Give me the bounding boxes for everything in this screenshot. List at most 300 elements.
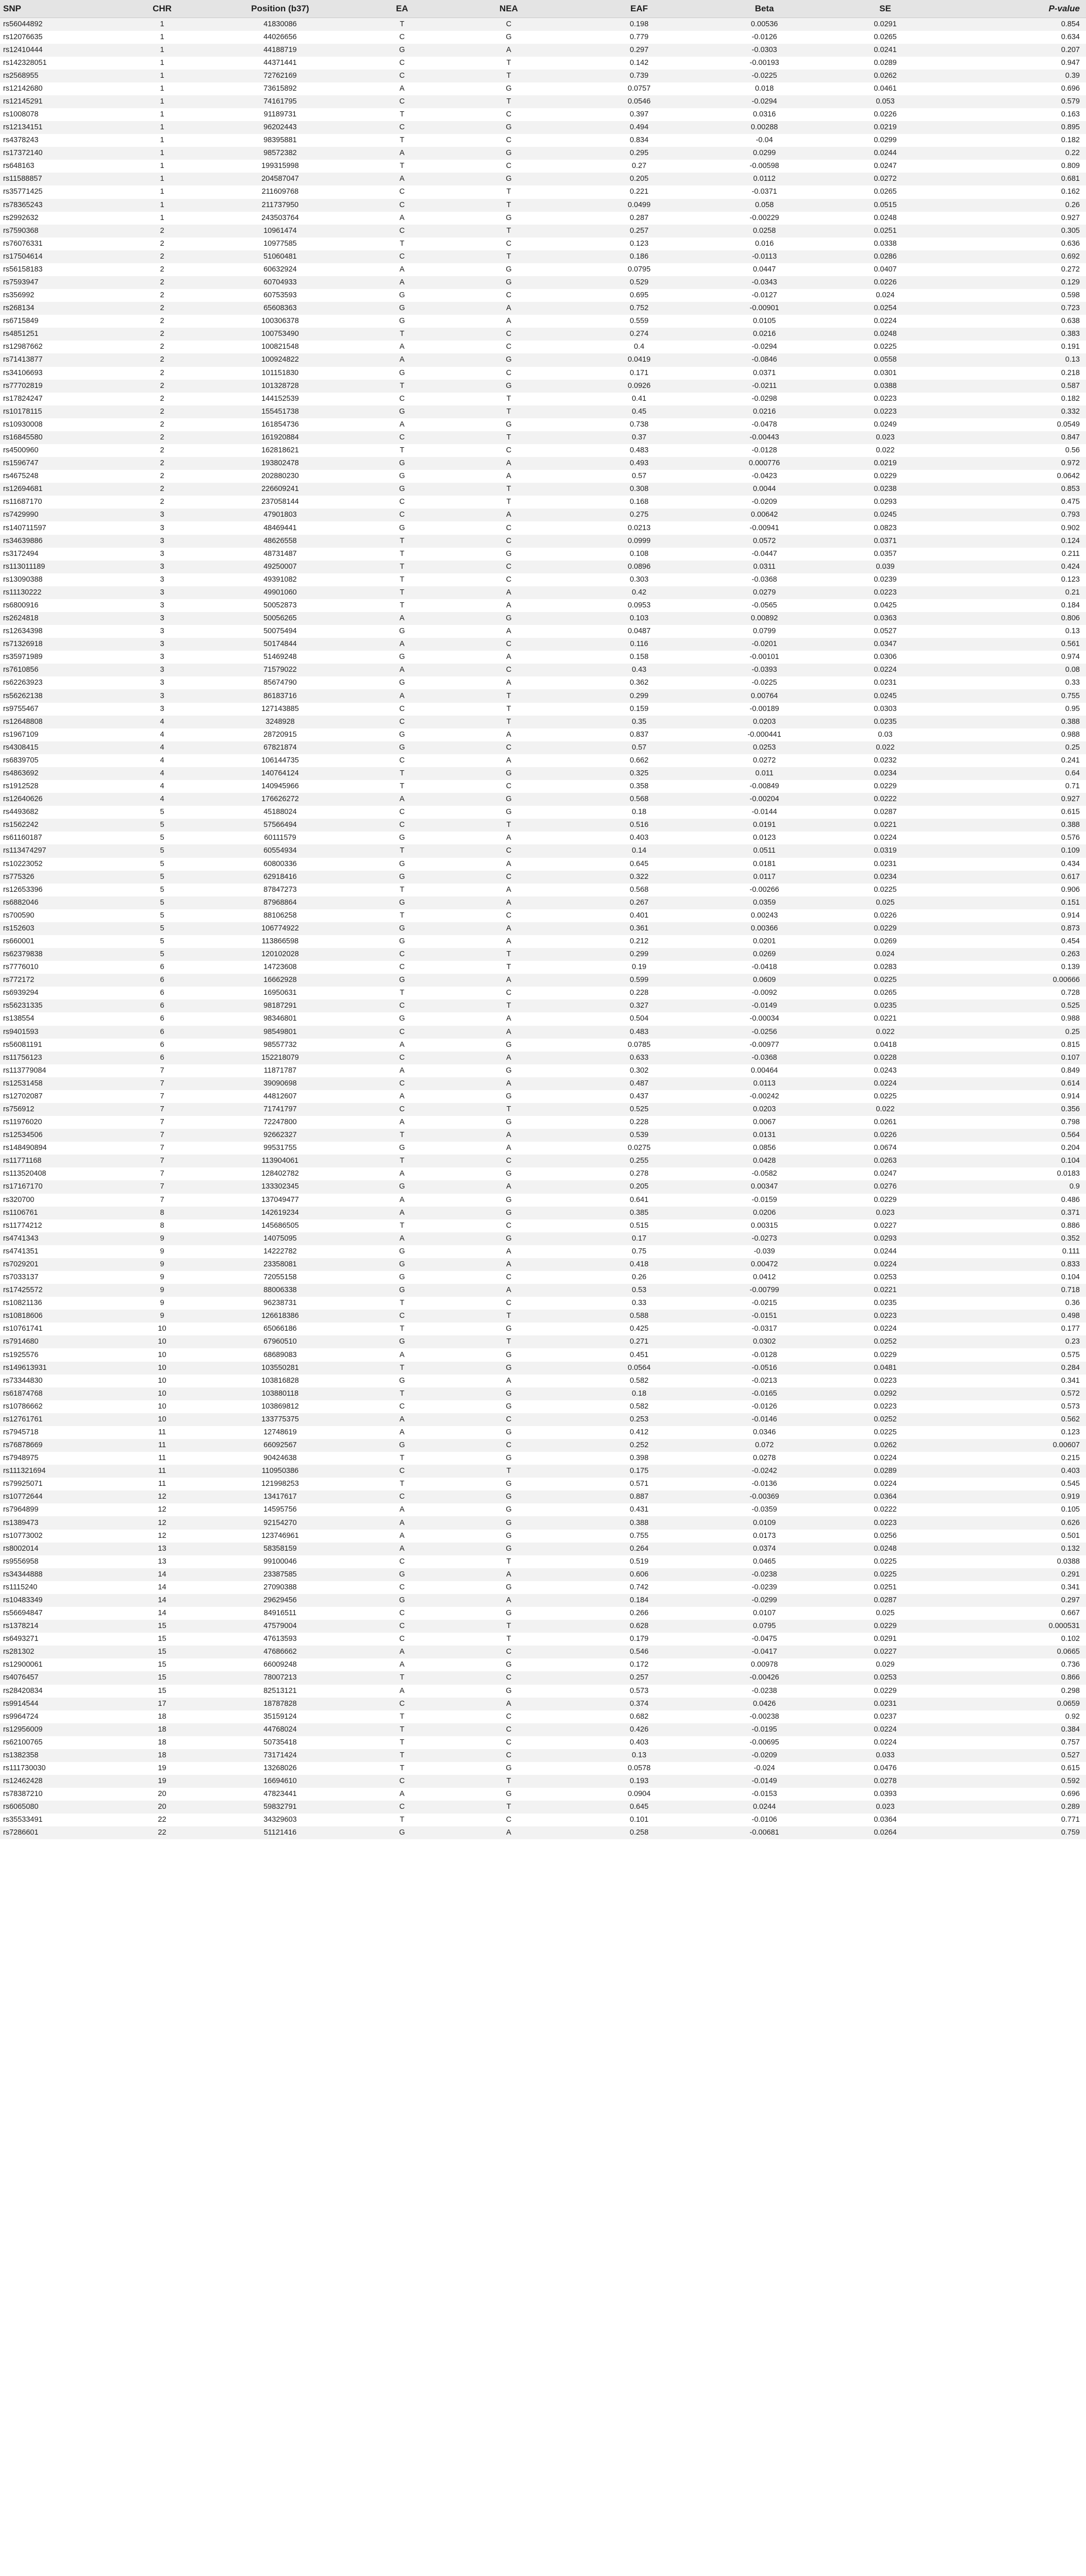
eaf-cell: 0.184: [629, 1596, 649, 1604]
chr-cell: 2: [160, 394, 164, 403]
p-value-cell: 0.163: [1061, 110, 1080, 118]
beta-cell: -0.00799: [749, 1286, 779, 1295]
snp-id-cell: rs56231335: [3, 1002, 43, 1010]
se-cell: 0.0222: [874, 1505, 897, 1514]
table-row: [0, 1671, 1086, 1684]
chr-cell: 5: [160, 911, 164, 920]
ea-cell: A: [399, 1415, 405, 1423]
nea-cell: C: [506, 575, 512, 584]
table-row: [0, 1749, 1086, 1762]
p-value-cell: 0.527: [1061, 1751, 1080, 1759]
table-row: [0, 1530, 1086, 1543]
table-row: [0, 1594, 1086, 1607]
se-cell: 0.0234: [874, 769, 897, 777]
table-row: [0, 1543, 1086, 1555]
nea-cell: C: [506, 1712, 512, 1721]
nea-cell: A: [506, 317, 511, 326]
beta-cell: -0.0256: [751, 1027, 777, 1036]
nea-cell: G: [506, 32, 512, 41]
nea-cell: A: [506, 834, 511, 842]
ea-cell: C: [399, 498, 405, 506]
se-cell: 0.0223: [874, 407, 897, 416]
position-cell: 123746961: [261, 1531, 299, 1540]
beta-cell: -0.0209: [751, 498, 777, 506]
se-cell: 0.0245: [874, 511, 897, 519]
beta-cell: -0.00598: [749, 162, 779, 171]
se-cell: 0.0244: [874, 149, 897, 158]
nea-cell: G: [506, 175, 512, 183]
ea-cell: T: [399, 588, 405, 597]
se-cell: 0.0229: [874, 1350, 897, 1359]
eaf-cell: 0.297: [629, 45, 649, 54]
p-value-cell: 0.501: [1061, 1531, 1080, 1540]
chr-cell: 5: [160, 859, 164, 868]
position-cell: 152218079: [261, 1053, 299, 1062]
se-cell: 0.053: [876, 97, 895, 106]
p-value-cell: 0.972: [1061, 459, 1080, 468]
nea-cell: T: [506, 200, 511, 209]
se-cell: 0.022: [876, 1105, 895, 1114]
beta-cell: 0.0412: [753, 1273, 776, 1282]
position-cell: 23387585: [263, 1570, 297, 1579]
nea-cell: T: [506, 188, 511, 196]
ea-cell: T: [399, 1389, 405, 1398]
beta-cell: 0.00347: [750, 1182, 778, 1191]
eaf-cell: 0.0999: [627, 536, 651, 545]
ea-cell: G: [399, 627, 405, 636]
snp-id-cell: rs12640626: [3, 795, 43, 804]
eaf-cell: 0.641: [629, 1195, 649, 1204]
p-value-cell: 0.755: [1061, 691, 1080, 700]
table-row: [0, 1452, 1086, 1465]
chr-cell: 10: [158, 1389, 166, 1398]
position-cell: 3248928: [265, 717, 295, 726]
nea-cell: G: [506, 1234, 512, 1243]
chr-cell: 22: [158, 1816, 166, 1824]
p-value-cell: 0.809: [1061, 162, 1080, 171]
table-row: [0, 716, 1086, 728]
position-cell: 110950386: [261, 1467, 299, 1476]
position-cell: 39090698: [263, 1079, 297, 1088]
snp-id-cell: rs76878669: [3, 1441, 43, 1450]
eaf-cell: 0.431: [629, 1505, 649, 1514]
chr-cell: 10: [158, 1363, 166, 1372]
snp-id-cell: rs268134: [3, 304, 35, 313]
chr-cell: 13: [158, 1557, 166, 1566]
eaf-cell: 0.179: [629, 1635, 649, 1643]
position-cell: 237058144: [261, 498, 299, 506]
se-cell: 0.0225: [874, 885, 897, 894]
snp-id-cell: rs76076331: [3, 239, 43, 248]
p-value-cell: 0.572: [1061, 1389, 1080, 1398]
beta-cell: -0.0582: [751, 1170, 777, 1178]
ea-cell: G: [399, 1014, 405, 1023]
se-cell: 0.0265: [874, 188, 897, 196]
table-row: [0, 999, 1086, 1012]
p-value-cell: 0.123: [1061, 575, 1080, 584]
se-cell: 0.0225: [874, 343, 897, 351]
chr-cell: 2: [160, 291, 164, 300]
p-value-cell: 0.988: [1061, 1014, 1080, 1023]
eaf-cell: 0.101: [629, 1816, 649, 1824]
beta-cell: -0.04: [756, 136, 773, 145]
eaf-cell: 0.266: [629, 1609, 649, 1618]
position-cell: 48469441: [263, 523, 297, 532]
ea-cell: A: [399, 795, 405, 804]
table-row: [0, 250, 1086, 263]
chr-cell: 3: [160, 653, 164, 662]
se-cell: 0.0251: [874, 1583, 897, 1591]
chr-cell: 1: [160, 136, 164, 145]
nea-cell: C: [506, 239, 512, 248]
position-cell: 65608363: [263, 304, 297, 313]
se-cell: 0.0232: [874, 756, 897, 765]
chr-cell: 15: [158, 1686, 166, 1695]
ea-cell: T: [399, 136, 405, 145]
ea-cell: A: [399, 1544, 405, 1553]
beta-cell: -0.0343: [751, 278, 777, 287]
beta-cell: 0.00642: [750, 511, 778, 519]
eaf-cell: 0.426: [629, 1725, 649, 1734]
nea-cell: A: [506, 304, 511, 313]
ea-cell: T: [399, 1712, 405, 1721]
snp-id-cell: rs6800916: [3, 601, 39, 609]
eaf-cell: 0.0419: [627, 355, 651, 364]
p-value-cell: 0.000531: [1048, 1622, 1080, 1631]
table-row: [0, 638, 1086, 651]
beta-cell: -0.0516: [751, 1363, 777, 1372]
position-cell: 211609768: [261, 188, 299, 196]
nea-cell: A: [506, 1260, 511, 1268]
position-cell: 176626272: [261, 795, 299, 804]
position-cell: 50056265: [263, 614, 297, 623]
table-row: [0, 1633, 1086, 1646]
eaf-cell: 0.388: [629, 1518, 649, 1527]
position-cell: 92154270: [263, 1518, 297, 1527]
chr-cell: 7: [160, 1157, 164, 1165]
ea-cell: G: [399, 1286, 405, 1295]
beta-cell: -0.0846: [751, 355, 777, 364]
p-value-cell: 0.873: [1061, 924, 1080, 933]
se-cell: 0.0224: [874, 1260, 897, 1268]
chr-cell: 2: [160, 317, 164, 326]
snp-id-cell: rs17504614: [3, 252, 43, 261]
p-value-cell: 0.434: [1061, 859, 1080, 868]
table-row: [0, 509, 1086, 521]
snp-id-cell: rs1596747: [3, 459, 39, 468]
ea-cell: A: [399, 1505, 405, 1514]
position-cell: 66092567: [263, 1441, 297, 1450]
se-cell: 0.0219: [874, 123, 897, 132]
chr-cell: 13: [158, 1544, 166, 1553]
eaf-cell: 0.385: [629, 1208, 649, 1217]
table-row: [0, 44, 1086, 57]
chr-cell: 3: [160, 511, 164, 519]
nea-cell: C: [506, 911, 512, 920]
position-cell: 120102028: [261, 950, 299, 959]
chr-cell: 18: [158, 1738, 166, 1747]
p-value-cell: 0.104: [1061, 1157, 1080, 1165]
eaf-cell: 0.103: [629, 614, 649, 623]
se-cell: 0.0223: [874, 1312, 897, 1320]
p-value-cell: 0.13: [1065, 627, 1080, 636]
nea-cell: G: [506, 1454, 512, 1463]
se-cell: 0.0229: [874, 1686, 897, 1695]
eaf-cell: 0.45: [631, 407, 647, 416]
ea-cell: A: [399, 614, 405, 623]
chr-cell: 19: [158, 1764, 166, 1772]
beta-cell: 0.018: [755, 84, 774, 93]
position-cell: 73615892: [263, 84, 297, 93]
p-value-cell: 0.914: [1061, 1092, 1080, 1100]
nea-cell: A: [506, 472, 511, 481]
eaf-cell: 0.14: [631, 846, 647, 855]
eaf-cell: 0.582: [629, 1376, 649, 1385]
beta-cell: -0.00443: [749, 433, 779, 442]
table-row: [0, 444, 1086, 457]
eaf-cell: 0.525: [629, 1105, 649, 1114]
beta-cell: 0.016: [755, 239, 774, 248]
ea-cell: A: [399, 1790, 405, 1799]
se-cell: 0.0223: [874, 394, 897, 403]
table-row: [0, 1762, 1086, 1775]
snp-id-cell: rs11588857: [3, 175, 42, 183]
nea-cell: T: [506, 226, 511, 235]
p-value-cell: 0.988: [1061, 730, 1080, 739]
snp-id-cell: rs12145291: [3, 97, 43, 106]
ea-cell: G: [399, 1337, 405, 1346]
se-cell: 0.0231: [874, 859, 897, 868]
position-cell: 13268026: [263, 1764, 297, 1772]
snp-id-cell: rs12648808: [3, 717, 43, 726]
ea-cell: G: [399, 743, 405, 752]
beta-cell: -0.00941: [749, 523, 779, 532]
table-row: [0, 1555, 1086, 1568]
snp-id-cell: rs1912528: [3, 782, 39, 791]
chr-cell: 3: [160, 627, 164, 636]
position-cell: 98187291: [263, 1002, 297, 1010]
chr-cell: 6: [160, 976, 164, 985]
beta-cell: -0.00426: [749, 1673, 779, 1682]
p-value-cell: 0.854: [1061, 20, 1080, 28]
chr-cell: 15: [158, 1622, 166, 1631]
p-value-cell: 0.562: [1061, 1415, 1080, 1423]
ea-cell: T: [399, 1738, 405, 1747]
nea-cell: T: [506, 1635, 511, 1643]
beta-cell: -0.0294: [751, 97, 777, 106]
table-row: [0, 1658, 1086, 1671]
eaf-cell: 0.582: [629, 1402, 649, 1411]
se-cell: 0.0241: [874, 45, 897, 54]
eaf-cell: 0.362: [629, 679, 649, 687]
table-row: [0, 1155, 1086, 1167]
chr-cell: 9: [160, 1260, 164, 1268]
chr-cell: 2: [160, 355, 164, 364]
beta-cell: 0.0426: [753, 1699, 776, 1708]
position-cell: 126618386: [261, 1312, 299, 1320]
snp-id-cell: rs11687170: [3, 498, 42, 506]
chr-cell: 1: [160, 20, 164, 28]
p-value-cell: 0.667: [1061, 1609, 1080, 1618]
nea-cell: G: [506, 381, 512, 390]
nea-cell: C: [506, 1738, 512, 1747]
column-header-ea: EA: [356, 0, 448, 18]
chr-cell: 9: [160, 1234, 164, 1243]
se-cell: 0.0239: [874, 575, 897, 584]
beta-cell: -0.00193: [749, 58, 779, 67]
position-cell: 12748619: [263, 1428, 297, 1436]
se-cell: 0.0235: [874, 717, 897, 726]
chr-cell: 3: [160, 536, 164, 545]
eaf-cell: 0.168: [629, 498, 649, 506]
snp-id-cell: rs6715849: [3, 317, 39, 326]
p-value-cell: 0.579: [1061, 97, 1080, 106]
eaf-cell: 0.212: [629, 937, 649, 945]
position-cell: 145686505: [261, 1221, 299, 1230]
p-value-cell: 0.833: [1061, 1260, 1080, 1268]
beta-cell: -0.0106: [751, 1816, 777, 1824]
nea-cell: G: [506, 420, 512, 429]
position-cell: 87968864: [263, 898, 297, 907]
p-value-cell: 0.0659: [1057, 1699, 1080, 1708]
p-value-cell: 0.356: [1061, 1105, 1080, 1114]
beta-cell: -0.0368: [751, 1053, 777, 1062]
se-cell: 0.0823: [874, 523, 897, 532]
beta-cell: 0.0203: [753, 717, 776, 726]
eaf-cell: 0.494: [629, 123, 649, 132]
position-cell: 92662327: [263, 1131, 297, 1140]
se-cell: 0.0224: [874, 1079, 897, 1088]
position-cell: 98557732: [263, 1040, 297, 1049]
snp-id-cell: rs12531458: [3, 1079, 43, 1088]
chr-cell: 11: [158, 1480, 166, 1488]
se-cell: 0.025: [876, 1609, 895, 1618]
ea-cell: A: [399, 1195, 405, 1204]
chr-cell: 7: [160, 1144, 164, 1153]
eaf-cell: 0.171: [629, 368, 649, 377]
snp-id-cell: rs7610856: [3, 666, 39, 674]
nea-cell: C: [506, 1299, 512, 1308]
position-cell: 44026656: [263, 32, 297, 41]
beta-cell: 0.0105: [753, 317, 776, 326]
ea-cell: T: [399, 162, 405, 171]
nea-cell: C: [506, 846, 512, 855]
nea-cell: C: [506, 536, 512, 545]
snp-id-cell: rs113779084: [3, 1066, 46, 1075]
eaf-cell: 0.175: [629, 1467, 649, 1476]
eaf-cell: 0.374: [629, 1699, 649, 1708]
beta-cell: -0.0149: [751, 1002, 777, 1010]
beta-cell: 0.0316: [753, 110, 776, 118]
eaf-cell: 0.483: [629, 1027, 649, 1036]
eaf-cell: 0.529: [629, 278, 649, 287]
p-value-cell: 0.626: [1061, 1518, 1080, 1527]
snp-id-cell: rs62100765: [3, 1738, 43, 1747]
beta-cell: 0.0371: [753, 368, 776, 377]
nea-cell: A: [506, 1286, 511, 1295]
chr-cell: 7: [160, 1105, 164, 1114]
nea-cell: G: [506, 1609, 512, 1618]
table-row: [0, 405, 1086, 418]
chr-cell: 3: [160, 666, 164, 674]
beta-cell: 0.0107: [753, 1609, 776, 1618]
eaf-cell: 0.205: [629, 175, 649, 183]
snp-id-cell: rs142328051: [3, 58, 47, 67]
eaf-cell: 0.172: [629, 1660, 649, 1669]
table-row: [0, 134, 1086, 147]
table-row: [0, 212, 1086, 225]
table-row: [0, 1142, 1086, 1155]
position-cell: 58358159: [263, 1544, 297, 1553]
se-cell: 0.0283: [874, 963, 897, 972]
position-cell: 66009248: [263, 1660, 297, 1669]
ea-cell: T: [399, 1221, 405, 1230]
nea-cell: G: [506, 1686, 512, 1695]
eaf-cell: 0.739: [629, 71, 649, 80]
nea-cell: G: [506, 795, 512, 804]
nea-cell: A: [506, 937, 511, 945]
nea-cell: C: [506, 1725, 512, 1734]
table-row: [0, 871, 1086, 884]
beta-cell: -0.0478: [751, 420, 777, 429]
nea-cell: T: [506, 498, 511, 506]
p-value-cell: 0.191: [1061, 343, 1080, 351]
nea-cell: T: [506, 71, 511, 80]
nea-cell: A: [506, 588, 511, 597]
nea-cell: T: [506, 691, 511, 700]
beta-cell: -0.0299: [751, 1596, 777, 1604]
beta-cell: -0.0153: [751, 1790, 777, 1799]
chr-cell: 7: [160, 1092, 164, 1100]
beta-cell: -0.0151: [751, 1312, 777, 1320]
p-value-cell: 0.638: [1061, 317, 1080, 326]
snp-id-cell: rs700590: [3, 911, 35, 920]
nea-cell: A: [506, 1014, 511, 1023]
ea-cell: C: [399, 704, 405, 713]
nea-cell: G: [506, 1402, 512, 1411]
beta-cell: 0.072: [755, 1441, 774, 1450]
position-cell: 67960510: [263, 1337, 297, 1346]
eaf-cell: 0.401: [629, 911, 649, 920]
ea-cell: G: [399, 1570, 405, 1579]
table-row: [0, 1426, 1086, 1439]
nea-cell: C: [506, 1441, 512, 1450]
nea-cell: C: [506, 1273, 512, 1282]
se-cell: 0.0674: [874, 1144, 897, 1153]
p-value-cell: 0.906: [1061, 885, 1080, 894]
eaf-cell: 0.116: [630, 640, 648, 649]
p-value-cell: 0.576: [1061, 834, 1080, 842]
position-cell: 84916511: [263, 1609, 297, 1618]
ea-cell: C: [399, 1002, 405, 1010]
chr-cell: 3: [160, 640, 164, 649]
beta-cell: 0.0044: [753, 485, 776, 494]
snp-id-cell: rs113474297: [3, 846, 46, 855]
snp-id-cell: rs4308415: [3, 743, 39, 752]
snp-id-cell: rs113520408: [3, 1170, 46, 1178]
chr-cell: 6: [160, 1027, 164, 1036]
chr-cell: 5: [160, 808, 164, 817]
p-value-cell: 0.757: [1061, 1738, 1080, 1747]
beta-cell: 0.0206: [753, 1208, 776, 1217]
p-value-cell: 0.636: [1061, 239, 1080, 248]
se-cell: 0.0265: [874, 32, 897, 41]
table-row: [0, 1413, 1086, 1426]
ea-cell: T: [399, 911, 405, 920]
table-row: [0, 1387, 1086, 1400]
snp-id-cell: rs17824247: [3, 394, 43, 403]
se-cell: 0.0247: [874, 162, 897, 171]
